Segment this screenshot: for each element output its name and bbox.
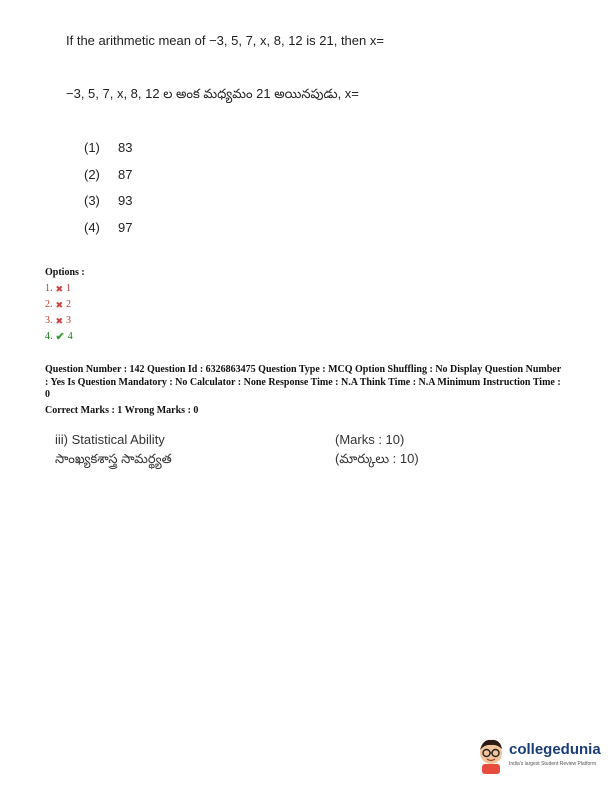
option-item — [45, 281, 85, 297]
choice-number: (2) — [84, 166, 100, 182]
section-row-english — [55, 432, 435, 451]
section-marks-english: (Marks : 10) — [335, 432, 405, 447]
option-value: 1 — [66, 283, 72, 294]
choice-4 — [84, 220, 132, 247]
option-value: 2 — [66, 299, 72, 310]
option-number: 3. — [45, 315, 53, 326]
choice-value: 83 — [118, 140, 133, 155]
choice-3 — [84, 193, 132, 220]
option-number: 1. — [45, 283, 53, 294]
section-title-english: iii) Statistical Ability — [55, 432, 165, 447]
cross-icon: ✖ — [55, 316, 64, 326]
options-title: Options : — [45, 267, 85, 278]
question-metadata — [45, 364, 565, 417]
option-item — [45, 329, 85, 345]
options-block — [45, 267, 85, 345]
question-telugu: −3, 5, 7, x, 8, 12 ల అంక మధ్యమం 21 అయినపుడు, x= — [66, 86, 359, 101]
choice-1 — [84, 140, 132, 167]
section-title-telugu: సాంఖ్యకశాస్త్ర సామర్థ్యత — [55, 451, 172, 466]
section-header — [55, 432, 435, 470]
section-row-telugu — [55, 451, 435, 470]
cross-icon: ✖ — [55, 300, 64, 310]
choice-number: (1) — [84, 140, 100, 155]
option-number: 2. — [45, 299, 53, 310]
choice-number: (4) — [84, 220, 100, 236]
question-english: If the arithmetic mean of −3, 5, 7, x, 8, 12 is 21, then x= — [66, 33, 384, 48]
choice-value: 93 — [118, 193, 133, 209]
option-item — [45, 297, 85, 313]
choice-value: 87 — [118, 166, 133, 182]
option-value: 4 — [67, 331, 73, 342]
cross-icon: ✖ — [55, 284, 64, 294]
choice-number: (3) — [84, 193, 100, 209]
option-number: 4. — [45, 331, 53, 342]
marks-info: Correct Marks : 1 Wrong Marks : 0 — [45, 404, 199, 416]
mascot-icon — [475, 737, 507, 775]
answer-choices — [84, 140, 132, 247]
logo-tagline: India's largest Student Review Platform — [509, 761, 597, 767]
choice-2 — [84, 167, 132, 194]
logo-wordmark: collegedunia — [509, 741, 601, 758]
section-marks-telugu: (మార్కులు : 10) — [335, 451, 419, 466]
option-item — [45, 313, 85, 329]
question-details: Question Number : 142 Question Id : 6326863475 Question Type : MCQ Option Shuffling : No Display Question Number : Yes Is Question Mandatory : No Calculator : None Response Time : N.A Think Time : N.A Minimum Instruction Time : 0 — [45, 364, 561, 400]
choice-value: 97 — [118, 220, 133, 236]
collegedunia-logo — [475, 737, 610, 777]
check-icon: ✔ — [55, 331, 65, 343]
option-value: 3 — [66, 315, 72, 326]
